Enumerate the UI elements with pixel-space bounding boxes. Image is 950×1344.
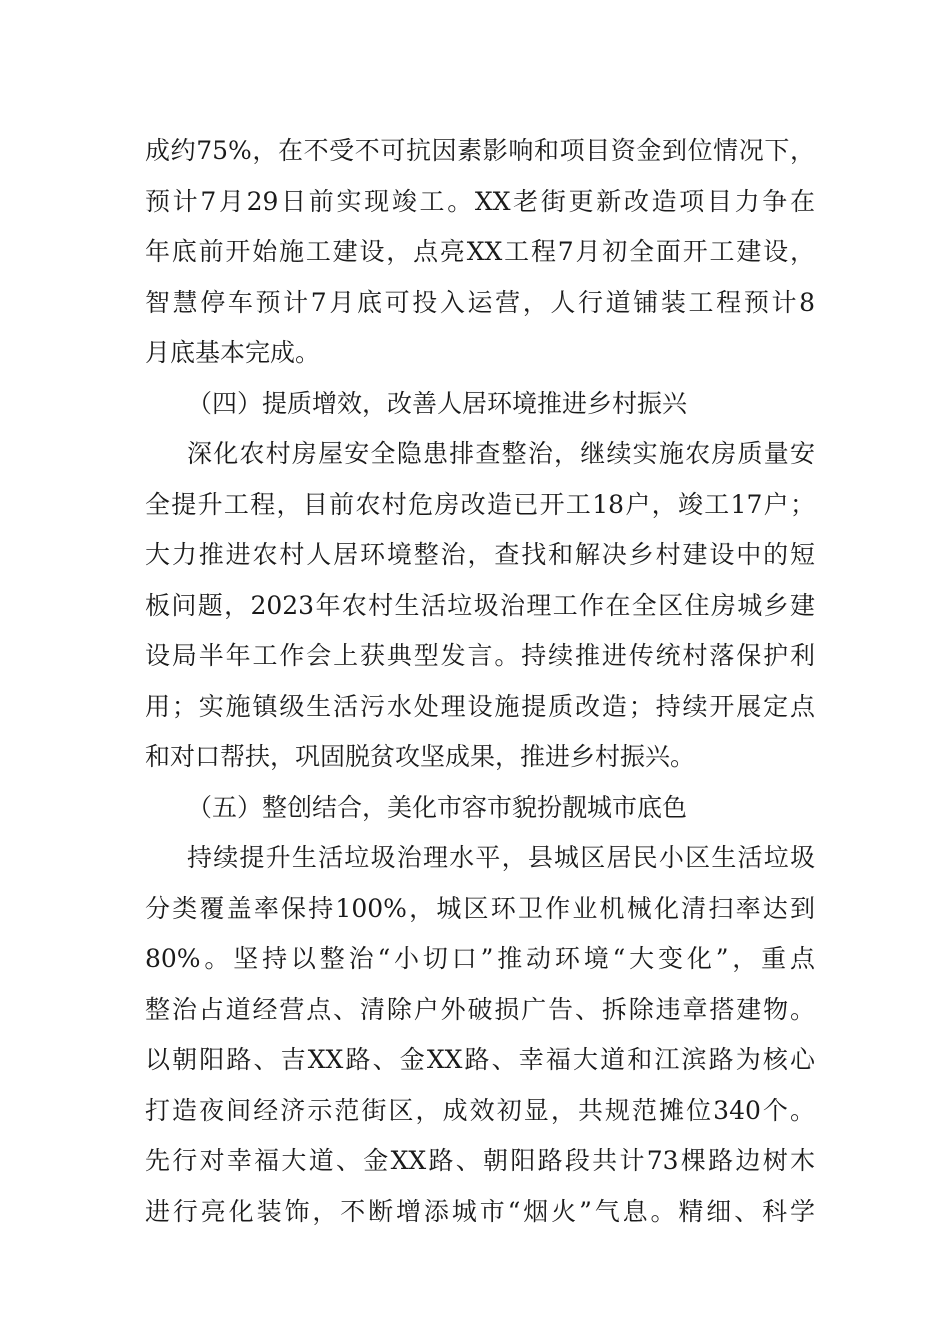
- text-line: 进行亮化装饰，不断增添城市“烟火”气息。精细、科学: [145, 1196, 815, 1226]
- paragraph-first-line: 持续提升生活垃圾治理水平，县城区居民小区生活垃圾: [187, 843, 815, 872]
- text-line: 月底基本完成。: [145, 338, 321, 367]
- text-line: 智慧停车预计7月底可投入运营，人行道铺装工程预计8: [145, 287, 815, 317]
- section-heading-4: （四）提质增效，改善人居环境推进乡村振兴: [187, 388, 688, 418]
- text-line: 年底前开始施工建设，点亮XX工程7月初全面开工建设，: [145, 237, 815, 266]
- text-line: 设局半年工作会上获典型发言。持续推进传统村落保护利: [145, 641, 815, 670]
- text-line: 全提升工程，目前农村危房改造已开工18户，竣工17户；: [145, 489, 815, 519]
- text-line: 成约75%，在不受不可抗因素影响和项目资金到位情况下，: [145, 136, 815, 165]
- text-line: 打造夜间经济示范街区，成效初显，共规范摊位340个。: [145, 1095, 815, 1125]
- text-line: 预计7月29日前实现竣工。XX老街更新改造项目力争在: [145, 186, 815, 216]
- text-line: 大力推进农村人居环境整治，查找和解决乡村建设中的短: [145, 540, 815, 569]
- text-line: 板问题，2023年农村生活垃圾治理工作在全区住房城乡建: [145, 590, 815, 620]
- text-line: 以朝阳路、吉XX路、金XX路、幸福大道和江滨路为核心: [145, 1045, 815, 1074]
- text-line: 先行对幸福大道、金XX路、朝阳路段共计73棵路边树木: [145, 1146, 815, 1175]
- text-line: 分类覆盖率保持100%，城区环卫作业机械化清扫率达到: [145, 893, 815, 923]
- paragraph-first-line: 深化农村房屋安全隐患排查整治，继续实施农房质量安: [187, 439, 815, 468]
- text-line: 整治占道经营点、清除户外破损广告、拆除违章搭建物。: [145, 994, 815, 1024]
- text-line: 和对口帮扶，巩固脱贫攻坚成果，推进乡村振兴。: [145, 742, 696, 771]
- document-body: [145, 126, 815, 1237]
- text-line: 用；实施镇级生活污水处理设施提质改造；持续开展定点: [145, 691, 815, 721]
- section-heading-5: （五）整创结合，美化市容市貌扮靓城市底色: [187, 792, 688, 822]
- text-line: 80%。坚持以整治“小切口”推动环境“大变化”，重点: [145, 944, 815, 973]
